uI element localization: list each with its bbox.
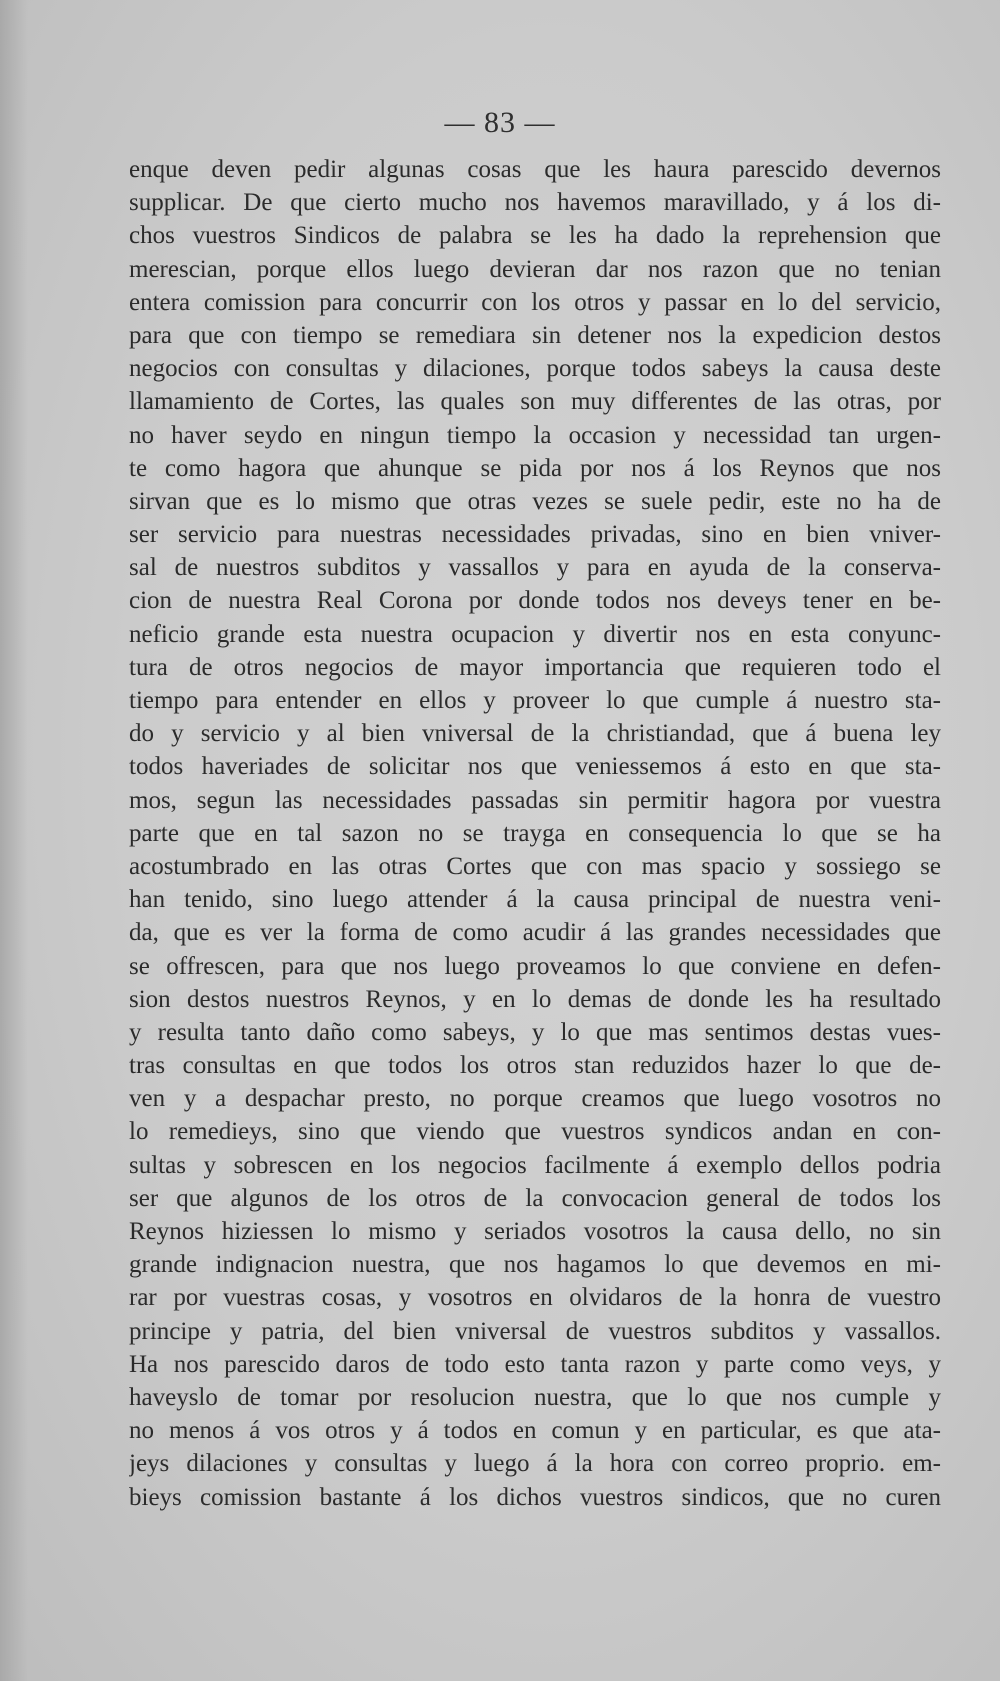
text-line: chos vuestros Sindicos de palabra se les ha dado la reprehension que: [129, 222, 941, 250]
text-line: no haver seydo en ningun tiempo la occasion y necessidad tan urgen-: [129, 421, 941, 449]
text-line: ser servicio para nuestras necessidades privadas, sino en bien vniver-: [129, 521, 941, 549]
text-line: te como hagora que ahunque se pida por nos á los Reynos que nos: [129, 454, 941, 482]
text-line: ven y a despachar presto, no porque creamos que luego vosotros no: [129, 1085, 941, 1113]
text-line: merescian, porque ellos luego devieran dar nos razon que no tenian: [129, 255, 941, 283]
text-line: da, que es ver la forma de como acudir á las grandes necessidades que: [129, 919, 941, 947]
text-line: lo remedieys, sino que viendo que vuestros syndicos andan en con-: [129, 1118, 941, 1146]
text-line: supplicar. De que cierto mucho nos havemos maravillado, y á los di-: [129, 189, 941, 217]
text-line: sion destos nuestros Reynos, y en lo demas de donde les ha resultado: [129, 985, 941, 1013]
text-line: bieys comission bastante á los dichos vuestros sindicos, que no curen: [129, 1483, 941, 1511]
text-line: principe y patria, del bien vniversal de vuestros subditos y vassallos.: [129, 1317, 941, 1345]
text-line: neficio grande esta nuestra ocupacion y divertir nos en esta conyunc-: [129, 620, 941, 648]
text-line: mos, segun las necessidades passadas sin permitir hagora por vuestra: [129, 786, 941, 814]
text-line: ser que algunos de los otros de la convocacion general de todos los: [129, 1184, 941, 1212]
text-line: tura de otros negocios de mayor importancia que requieren todo el: [129, 653, 941, 681]
text-line: cion de nuestra Real Corona por donde todos nos deveys tener en be-: [129, 587, 941, 615]
text-line: grande indignacion nuestra, que nos hagamos lo que devemos en mi-: [129, 1251, 941, 1279]
text-line: Ha nos parescido daros de todo esto tanta razon y parte como veys, y: [129, 1350, 941, 1378]
text-line: han tenido, sino luego attender á la causa principal de nuestra veni-: [129, 886, 941, 914]
text-line: llamamiento de Cortes, las quales son muy differentes de las otras, por: [129, 388, 941, 416]
text-line: se offrescen, para que nos luego proveamos lo que conviene en defen-: [129, 952, 941, 980]
body-text: [129, 153, 941, 1514]
page-number: — 83 —: [444, 106, 556, 139]
text-line: no menos á vos otros y á todos en comun y en particular, es que ata-: [129, 1417, 941, 1445]
text-line: tras consultas en que todos los otros stan reduzidos hazer lo que de-: [129, 1052, 941, 1080]
text-line: enque deven pedir algunas cosas que les haura parescido devernos: [129, 156, 941, 183]
text-line: entera comission para concurrir con los otros y passar en lo del servicio,: [129, 288, 941, 316]
text-line: negocios con consultas y dilaciones, porque todos sabeys la causa deste: [129, 355, 941, 383]
text-line: jeys dilaciones y consultas y luego á la hora con correo proprio. em-: [129, 1450, 941, 1478]
text-line: sirvan que es lo mismo que otras vezes se suele pedir, este no ha de: [129, 487, 941, 515]
text-line: do y servicio y al bien vniversal de la christiandad, que á buena ley: [129, 720, 941, 748]
text-line: haveyslo de tomar por resolucion nuestra, que lo que nos cumple y: [129, 1383, 941, 1411]
text-line: tiempo para entender en ellos y proveer lo que cumple á nuestro sta-: [129, 687, 941, 714]
text-line: sal de nuestros subditos y vassallos y para en ayuda de la conserva-: [129, 554, 941, 582]
text-line: Reynos hiziessen lo mismo y seriados vosotros la causa dello, no sin: [129, 1218, 941, 1245]
text-line: parte que en tal sazon no se trayga en consequencia lo que se ha: [129, 819, 941, 847]
text-line: y resulta tanto daño como sabeys, y lo que mas sentimos destas vues-: [129, 1018, 941, 1046]
text-line: para que con tiempo se remediara sin detener nos la expedicion destos: [129, 321, 941, 349]
text-line: acostumbrado en las otras Cortes que con mas spacio y sossiego se: [129, 852, 941, 880]
text-line: sultas y sobrescen en los negocios facilmente á exemplo dellos podria: [129, 1151, 941, 1179]
text-line: todos haveriades de solicitar nos que veniessemos á esto en que sta-: [129, 753, 941, 781]
text-line: rar por vuestras cosas, y vosotros en olvidaros de la honra de vuestro: [129, 1284, 941, 1312]
